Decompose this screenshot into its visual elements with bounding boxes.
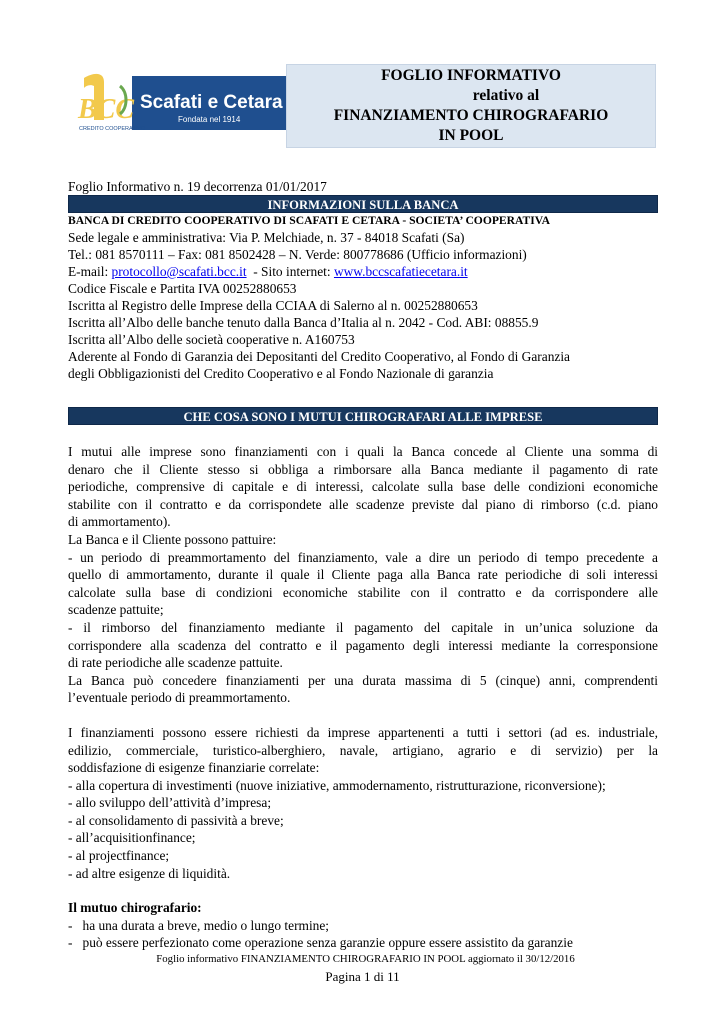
- paragraph-definition: [68, 443, 658, 707]
- title-line-2: relativo al: [472, 87, 540, 104]
- text-line: corrispondere alla scadenza del contratto e il pagamento degli interessi mediante la corresponsione: [68, 637, 658, 653]
- bank-contacts: [68, 263, 658, 280]
- text-line: l’eventuale periodo di preammortamento.: [68, 690, 291, 706]
- text-line: di rate periodiche alle scadenze pattuite.: [68, 655, 283, 671]
- bank-logo: [74, 68, 286, 138]
- section-bar-bank-info: INFORMAZIONI SULLA BANCA: [68, 195, 658, 213]
- page-number: Pagina 1 di 11: [325, 969, 400, 984]
- text-line: calcolate sulla base di condizioni economiche stabilite con il contratto e da corrispondere alle: [68, 584, 658, 600]
- site-label: - Sito internet:: [246, 264, 334, 279]
- section-bar-mutui: CHE COSA SONO I MUTUI CHIROGRAFARI ALLE IMPRESE: [68, 407, 658, 425]
- bcc-logo-icon: [74, 68, 286, 138]
- bank-registry: Iscritta al Registro delle Imprese della CCIAA di Salerno al n. 00252880653: [68, 298, 478, 313]
- title-line-3: FINANZIAMENTO CHIROGRAFARIO: [333, 107, 609, 124]
- text-line: - il rimborso del finanziamento mediante il pagamento del capitale in un’unica soluzione da: [68, 619, 658, 635]
- logo-sub-text: CREDITO COOPERATIVO: [79, 126, 146, 132]
- document-body: [68, 178, 658, 952]
- text-line: di ammortamento).: [68, 514, 171, 530]
- bank-name: BANCA DI CREDITO COOPERATIVO DI SCAFATI E CETARA - SOCIETA’ COOPERATIVA: [68, 214, 551, 227]
- list-item: - alla copertura di investimenti (nuove iniziative, ammodernamento, ristrutturazione, riconversione);: [68, 777, 606, 793]
- email-label: E-mail:: [68, 264, 112, 279]
- document-title-box: [286, 64, 656, 148]
- list-item: - al projectfinance;: [68, 848, 170, 864]
- text-line: La Banca e il Cliente possono pattuire:: [68, 531, 277, 547]
- text-line: I finanziamenti possono essere richiesti da imprese appartenenti a tutti i settori (ad es. industriale,: [68, 724, 658, 740]
- list-item: - può essere perfezionato come operazione senza garanzie oppure essere assistito da garanzie: [68, 935, 573, 951]
- list-item: - allo sviluppo dell’attività d’impresa;: [68, 795, 272, 811]
- list-item: - al consolidamento di passività a breve;: [68, 812, 284, 828]
- document-reference: Foglio Informativo n. 19 decorrenza 01/01/2017: [68, 179, 327, 194]
- bank-albo-banche: Iscritta all’Albo delle banche tenuto dalla Banca d’Italia al n. 2042 - Cod. ABI: 08855.9: [68, 315, 539, 330]
- text-line: denaro che il Cliente stesso si obbliga a rimborsare alla Banca mediante il pagamento di rate: [68, 461, 658, 477]
- logo-tagline-text: Fondata nel 1914: [178, 115, 241, 124]
- text-line: La Banca può concedere finanziamenti per una durata massima di 5 (cinque) anni, comprendenti: [68, 672, 658, 688]
- text-line: quello di ammortamento, durante il quale il Cliente paga alla Banca rate periodiche di soli interessi: [68, 567, 658, 583]
- text-line: edilizio, commerciale, turistico-alberghiero, navale, artigiano, agrario e di servizio) per la: [68, 742, 658, 758]
- text-line: stabilite con il contratto e da corrispondete alle scadenze previste dal piano di rimborso (c.d. piano: [68, 496, 658, 512]
- logo-name-text: Scafati e Cetara: [140, 92, 283, 113]
- paragraph-sectors: [68, 724, 658, 882]
- list-item: - ha una durata a breve, medio o lungo termine;: [68, 917, 330, 933]
- list-item: - all’acquisitionfinance;: [68, 830, 196, 846]
- email-link[interactable]: protocollo@scafati.bcc.it: [111, 264, 247, 279]
- title-line-1: FOGLIO INFORMATIVO: [381, 67, 561, 84]
- logo-mark-text: BCC: [78, 94, 135, 125]
- list-item: - ad altre esigenze di liquidità.: [68, 865, 231, 881]
- text-line: I mutui alle imprese sono finanziamenti con i quali la Banca concede al Cliente una somma di: [68, 444, 658, 459]
- bank-address: Sede legale e amministrativa: Via P. Melchiade, n. 37 - 84018 Scafati (Sa): [68, 230, 465, 245]
- bank-fund-line-2: degli Obbligazionisti del Credito Cooperativo e al Fondo Nazionale di garanzia: [68, 366, 494, 381]
- text-line: - un periodo di preammortamento del finanziamento, vale a dire un periodo di tempo precedente a: [68, 549, 658, 565]
- paragraph-mutuo-chirografario: [68, 899, 658, 952]
- text-line: soddisfazione di esigenze finanziarie correlate:: [68, 760, 320, 776]
- subheading: Il mutuo chirografario:: [68, 900, 202, 916]
- website-link[interactable]: www.bccscafatiecetara.it: [333, 264, 468, 279]
- page-footer: [0, 952, 725, 986]
- bank-albo-coop: Iscritta all’Albo delle società cooperative n. A160753: [68, 332, 355, 347]
- bank-tax-code: Codice Fiscale e Partita IVA 00252880653: [68, 281, 297, 296]
- bank-fund-line-1: Aderente al Fondo di Garanzia dei Depositanti del Credito Cooperativo, al Fondo di Garanzia: [68, 349, 571, 364]
- text-line: scadenze pattuite;: [68, 602, 164, 618]
- title-line-4: IN POOL: [438, 127, 504, 144]
- bank-phone: Tel.: 081 8570111 – Fax: 081 8502428 – N. Verde: 800778686 (Ufficio informazioni): [68, 247, 527, 262]
- text-line: periodiche, comprensive di capitale e di interessi, calcolate sulla base delle condizioni economiche: [68, 479, 658, 495]
- footer-document-info: Foglio informativo FINANZIAMENTO CHIROGRAFARIO IN POOL aggiornato il 30/12/2016: [156, 953, 575, 965]
